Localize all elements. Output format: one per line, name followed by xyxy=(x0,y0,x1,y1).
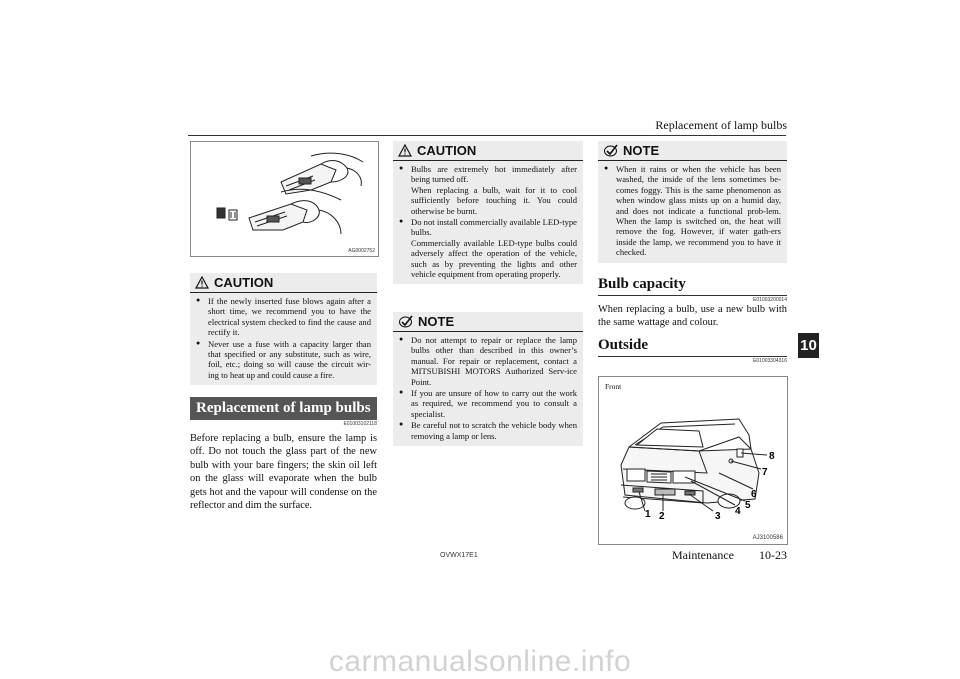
bullet-icon: ● xyxy=(399,165,404,172)
callout-7: 7 xyxy=(762,467,768,478)
callout-6: 6 xyxy=(751,489,757,500)
note-heading xyxy=(393,312,583,332)
section-title-bar: Replacement of lamp bulbs xyxy=(190,397,377,420)
bullet-icon: ● xyxy=(196,339,201,347)
chapter-name: Maintenance xyxy=(672,548,734,562)
caution-label: CAUTION xyxy=(214,275,274,290)
callout-5: 5 xyxy=(745,500,751,511)
list-item: ● Do not attempt to repair or replace the lamp bulbs other than described in this owner’s manual. For repair or replacement, contact a MITSUBISHI MOTORS Authorized Serv-ice Point. xyxy=(399,335,577,387)
warning-triangle-icon xyxy=(195,276,209,289)
caution-heading xyxy=(190,273,377,293)
list-item: ● Never use a fuse with a capacity larger than that specified or any substitute, such as wire, foil, etc.; doing so will cause the circuit wir-ing to heat up and could cause a fire. xyxy=(196,338,371,380)
vehicle-front-illustration xyxy=(598,376,788,545)
caution-box-bulbs xyxy=(393,141,583,284)
section-code: E01003102118 xyxy=(343,421,377,427)
document-code: OVWX17E1 xyxy=(440,552,478,559)
note-heading xyxy=(598,141,787,161)
fuse-puller-illustration xyxy=(190,141,379,257)
note-label: NOTE xyxy=(418,314,455,329)
bullet-icon: ● xyxy=(604,165,609,172)
bullet-icon: ● xyxy=(399,421,404,429)
callout-8: 8 xyxy=(769,451,775,462)
bulb-capacity-text: When replacing a bulb, use a new bulb with the same wattage and colour. xyxy=(598,304,787,329)
list-item: ● When it rains or when the vehicle has been washed, the inside of the lens sometimes be-comes foggy. This is the same phenomenon as when window glass mists up on a humid day, and does not indicate a functional prob-lem. When the lamp is switched on, the heat will remove the fog. However, if water gath-ers inside the lamp, we recommend you to have it checked. xyxy=(604,164,781,258)
bullet-icon: ● xyxy=(399,218,404,226)
bullet-icon: ● xyxy=(399,389,404,397)
note-box-fog xyxy=(598,141,787,263)
outside-heading: Outside xyxy=(598,337,787,357)
caution-box-fuse xyxy=(190,273,377,385)
running-header: Replacement of lamp bulbs xyxy=(655,118,787,132)
callout-4: 4 xyxy=(735,506,741,517)
figure-code: AJ3100586 xyxy=(752,535,783,541)
caution-label: CAUTION xyxy=(417,143,477,158)
list-item: ● If the newly inserted fuse blows again after a short time, we recommend you to have the electrical system checked to find the cause and rectify it. xyxy=(196,296,371,338)
figure-code: AG0002752 xyxy=(348,248,375,254)
callout-2: 2 xyxy=(659,511,665,522)
page-footer xyxy=(672,548,787,563)
warning-triangle-icon xyxy=(398,144,412,157)
watermark: carmanualsonline.info xyxy=(328,645,632,678)
vehicle-drawing xyxy=(599,377,787,544)
chapter-tab: 10 xyxy=(798,333,819,358)
page-number: 10-23 xyxy=(759,548,787,562)
caution-heading xyxy=(393,141,583,161)
note-check-icon xyxy=(603,144,618,157)
section-code: E01003304316 xyxy=(753,358,787,364)
note-check-icon xyxy=(398,315,413,328)
bulb-capacity-heading: Bulb capacity xyxy=(598,276,787,296)
callout-3: 3 xyxy=(715,511,721,522)
header-rule xyxy=(188,135,786,136)
callout-1: 1 xyxy=(645,509,651,520)
section-code: E01003200014 xyxy=(753,297,787,303)
fuse-puller-drawing xyxy=(191,142,378,256)
bullet-icon: ● xyxy=(399,336,404,343)
bullet-icon: ● xyxy=(196,297,201,304)
figure-label: Front xyxy=(605,382,622,391)
list-item: ● Be careful not to scratch the vehicle body when removing a lamp or lens. xyxy=(399,420,577,441)
list-item: ● If you are unsure of how to carry out the work as required, we recommend you to consult a specialist. xyxy=(399,388,577,419)
replacement-intro: Before replacing a bulb, ensure the lamp is off. Do not touch the glass part of the new bulb with your bare fingers; the skin oil left on the glass will evaporate when the bulb gets hot and the vapour will condense on the reflector and dim the surface. xyxy=(190,433,377,512)
note-box-repair xyxy=(393,312,583,446)
list-item: ● Do not install commercially available LED-type bulbs. Commercially available LED-type bulbs could adversely affect the operation of the vehicle, such as by preventing the lights and other vehicle equipment from operating properly. xyxy=(399,217,577,280)
list-item: ● Bulbs are extremely hot immediately after being turned off. When replacing a bulb, wait for it to cool sufficiently before touching it. You could otherwise be burnt. xyxy=(399,164,577,216)
note-label: NOTE xyxy=(623,143,660,158)
